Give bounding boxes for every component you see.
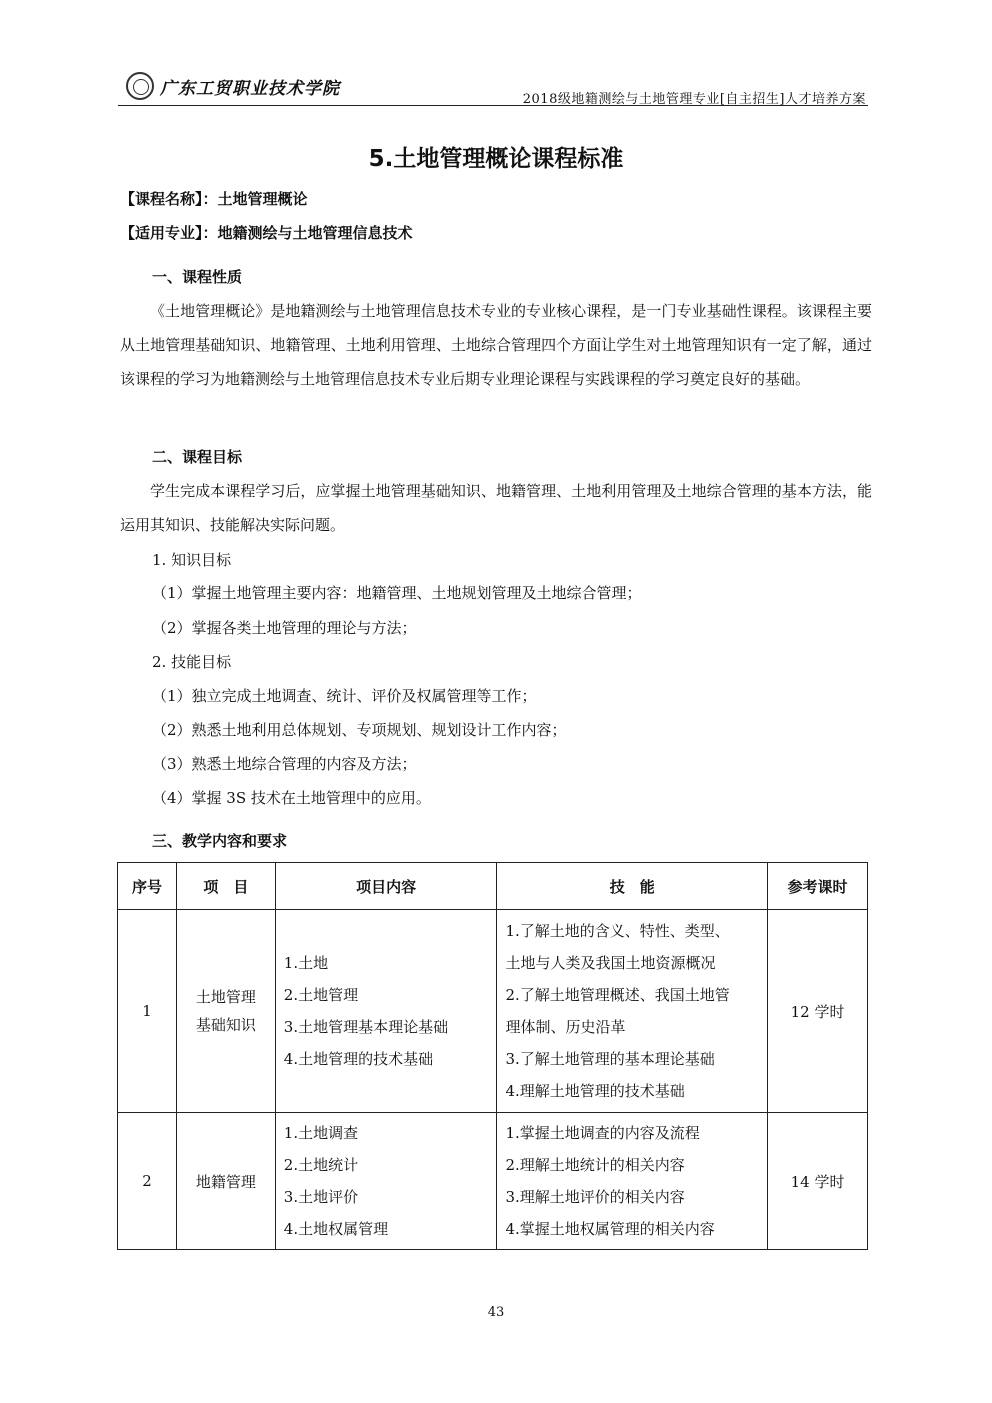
project-line: 基础知识 [195,1016,256,1034]
school-name: 广东工贸职业技术学院 [160,79,340,99]
row-content [275,1113,497,1250]
content-line: 2.土地统计 [283,1156,359,1174]
project-line: 土地管理 [195,988,256,1006]
section-heading-goals: 二、课程目标 [152,448,243,466]
skill-line: 土地与人类及我国土地资源概况 [505,954,716,972]
skill-item: （4）掌握 3S 技术在土地管理中的应用。 [152,789,431,807]
skill-line: 3.了解土地管理的基本理论基础 [505,1050,715,1068]
knowledge-item: （2）掌握各类土地管理的理论与方法； [152,619,417,637]
teaching-content-table [117,862,868,1250]
applicable-major: 【适用专业】：地籍测绘与土地管理信息技术 [120,224,413,242]
row-number: 2 [118,1113,177,1250]
content-line: 3.土地管理基本理论基础 [283,1018,449,1036]
school-logo-icon [126,72,154,100]
course-name: 【课程名称】：土地管理概论 [120,190,308,208]
table-header-row [118,863,868,910]
col-header-project: 项 目 [176,863,275,910]
document-title: 5.土地管理概论课程标准 [368,146,624,172]
row-skills [497,910,768,1113]
table-row [118,1113,868,1250]
skill-item: （1）独立完成土地调查、统计、评价及权属管理等工作； [152,687,537,705]
content-line: 2.土地管理 [283,986,359,1004]
skill-line: 4.理解土地管理的技术基础 [505,1082,685,1100]
content-line: 1.土地调查 [283,1124,359,1142]
content-line: 4.土地管理的技术基础 [283,1050,434,1068]
skill-item: （2）熟悉土地利用总体规划、专项规划、规划设计工作内容； [152,721,567,739]
content-line: 1.土地 [283,954,329,972]
section-goals-text [120,474,872,542]
content-line: 4.土地权属管理 [283,1220,389,1238]
col-header-hours: 参考课时 [768,863,868,910]
row-number: 1 [118,910,177,1113]
row-project [176,910,275,1113]
content-line: 3.土地评价 [283,1188,359,1206]
knowledge-heading: 1. 知识目标 [152,551,232,569]
skill-line: 3.理解土地评价的相关内容 [505,1188,685,1206]
row-project [176,1113,275,1250]
col-header-content: 项目内容 [275,863,497,910]
skill-line: 4.掌握土地权属管理的相关内容 [505,1220,715,1238]
col-header-no: 序号 [118,863,177,910]
section-heading-nature: 一、课程性质 [152,268,243,286]
skill-line: 2.了解土地管理概述、我国土地管 [505,986,730,1004]
paragraph: 学生完成本课程学习后，应掌握土地管理基础知识、地籍管理、土地利用管理及土地综合管理的基本方法，能运用其知识、技能解决实际问题。 [120,482,872,534]
page-number: 43 [487,1305,505,1320]
col-header-skills: 技 能 [497,863,768,910]
skill-line: 理体制、历史沿革 [505,1018,626,1036]
skill-line: 1.了解土地的含义、特性、类型、 [505,922,730,940]
project-line: 地籍管理 [195,1172,256,1191]
skill-item: （3）熟悉土地综合管理的内容及方法； [152,755,417,773]
page-header [118,64,868,106]
table-row [118,910,868,1113]
row-skills [497,1113,768,1250]
row-hours: 14 学时 [768,1113,868,1250]
paragraph: 《土地管理概论》是地籍测绘与土地管理信息技术专业的专业核心课程，是一门专业基础性课程。该课程主要从土地管理基础知识、地籍管理、土地利用管理、土地综合管理四个方面让学生对土地管理知识有一定了解，通过该课程的学习为地籍测绘与土地管理信息技术专业后期专业理论课程与实践课程的学习奠定良好的基础。 [120,302,872,388]
plan-title: 2018级地籍测绘与土地管理专业[自主招生]人才培养方案 [522,92,866,107]
knowledge-item: （1）掌握土地管理主要内容：地籍管理、土地规划管理及土地综合管理； [152,584,642,602]
section-heading-content: 三、教学内容和要求 [152,832,288,850]
skill-heading: 2. 技能目标 [152,653,232,671]
row-content [275,910,497,1113]
skill-line: 1.掌握土地调查的内容及流程 [505,1124,700,1142]
section-nature-text [120,294,872,396]
header-rule [118,105,868,106]
row-hours: 12 学时 [768,910,868,1113]
skill-line: 2.理解土地统计的相关内容 [505,1156,685,1174]
